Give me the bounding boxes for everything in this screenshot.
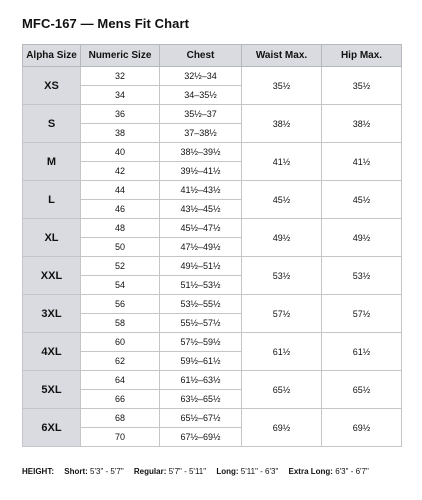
- hip-max-cell: 45½: [322, 181, 402, 219]
- alpha-size-cell: 5XL: [23, 371, 81, 409]
- header-chest: Chest: [160, 45, 242, 67]
- numeric-size-cell: 34: [81, 86, 160, 105]
- table-row: [23, 333, 402, 352]
- alpha-size-cell: 4XL: [23, 333, 81, 371]
- numeric-size-cell: 46: [81, 200, 160, 219]
- alpha-size-cell: 3XL: [23, 295, 81, 333]
- numeric-size-cell: 42: [81, 162, 160, 181]
- chest-cell: 55½–57½: [160, 314, 242, 333]
- numeric-size-cell: 40: [81, 143, 160, 162]
- chest-cell: 63½–65½: [160, 390, 242, 409]
- hip-max-cell: 35½: [322, 67, 402, 105]
- chest-cell: 37–38½: [160, 124, 242, 143]
- hip-max-cell: 65½: [322, 371, 402, 409]
- table-row: [23, 181, 402, 200]
- chest-cell: 47½–49½: [160, 238, 242, 257]
- height-extra-long: Extra Long: 6'3" - 6'7": [288, 467, 369, 476]
- fit-chart-table: [22, 44, 402, 447]
- chest-cell: 35½–37: [160, 105, 242, 124]
- table-body: [23, 67, 402, 447]
- alpha-size-cell: XXL: [23, 257, 81, 295]
- table-row: [23, 67, 402, 86]
- numeric-size-cell: 66: [81, 390, 160, 409]
- alpha-size-cell: L: [23, 181, 81, 219]
- numeric-size-cell: 64: [81, 371, 160, 390]
- alpha-size-cell: XL: [23, 219, 81, 257]
- chest-cell: 45½–47½: [160, 219, 242, 238]
- header-numeric-size: Numeric Size: [81, 45, 160, 67]
- table-row: [23, 257, 402, 276]
- waist-max-cell: 49½: [242, 219, 322, 257]
- waist-max-cell: 45½: [242, 181, 322, 219]
- numeric-size-cell: 32: [81, 67, 160, 86]
- alpha-size-cell: XS: [23, 67, 81, 105]
- header-waist-max: Waist Max.: [242, 45, 322, 67]
- chest-cell: 32½–34: [160, 67, 242, 86]
- numeric-size-cell: 60: [81, 333, 160, 352]
- numeric-size-cell: 56: [81, 295, 160, 314]
- chest-cell: 34–35½: [160, 86, 242, 105]
- table-row: [23, 143, 402, 162]
- numeric-size-cell: 48: [81, 219, 160, 238]
- waist-max-cell: 53½: [242, 257, 322, 295]
- chest-cell: 43½–45½: [160, 200, 242, 219]
- waist-max-cell: 35½: [242, 67, 322, 105]
- numeric-size-cell: 52: [81, 257, 160, 276]
- chest-cell: 41½–43½: [160, 181, 242, 200]
- chest-cell: 39½–41½: [160, 162, 242, 181]
- numeric-size-cell: 50: [81, 238, 160, 257]
- numeric-size-cell: 62: [81, 352, 160, 371]
- table-row: [23, 409, 402, 428]
- height-long: Long: 5'11" - 6'3": [216, 467, 279, 476]
- height-short: Short: 5'3" - 5'7": [64, 467, 124, 476]
- chest-cell: 53½–55½: [160, 295, 242, 314]
- hip-max-cell: 69½: [322, 409, 402, 447]
- waist-max-cell: 61½: [242, 333, 322, 371]
- hip-max-cell: 49½: [322, 219, 402, 257]
- numeric-size-cell: 70: [81, 428, 160, 447]
- chest-cell: 38½–39½: [160, 143, 242, 162]
- table-header-row: [23, 45, 402, 67]
- table-row: [23, 105, 402, 124]
- waist-max-cell: 38½: [242, 105, 322, 143]
- table-row: [23, 295, 402, 314]
- hip-max-cell: 38½: [322, 105, 402, 143]
- chest-cell: 59½–61½: [160, 352, 242, 371]
- numeric-size-cell: 54: [81, 276, 160, 295]
- chest-cell: 61½–63½: [160, 371, 242, 390]
- table-row: [23, 371, 402, 390]
- table-row: [23, 219, 402, 238]
- height-regular: Regular: 5'7" - 5'11": [133, 467, 207, 476]
- waist-max-cell: 57½: [242, 295, 322, 333]
- hip-max-cell: 53½: [322, 257, 402, 295]
- chest-cell: 67½–69½: [160, 428, 242, 447]
- header-hip-max: Hip Max.: [322, 45, 402, 67]
- alpha-size-cell: 6XL: [23, 409, 81, 447]
- height-footer: [22, 467, 377, 476]
- alpha-size-cell: M: [23, 143, 81, 181]
- hip-max-cell: 41½: [322, 143, 402, 181]
- page-title: MFC-167 — Mens Fit Chart: [22, 16, 190, 31]
- hip-max-cell: 57½: [322, 295, 402, 333]
- numeric-size-cell: 38: [81, 124, 160, 143]
- numeric-size-cell: 58: [81, 314, 160, 333]
- waist-max-cell: 69½: [242, 409, 322, 447]
- header-alpha-size: Alpha Size: [23, 45, 81, 67]
- chest-cell: 65½–67½: [160, 409, 242, 428]
- numeric-size-cell: 68: [81, 409, 160, 428]
- numeric-size-cell: 36: [81, 105, 160, 124]
- chest-cell: 51½–53½: [160, 276, 242, 295]
- waist-max-cell: 65½: [242, 371, 322, 409]
- hip-max-cell: 61½: [322, 333, 402, 371]
- chest-cell: 57½–59½: [160, 333, 242, 352]
- height-label: HEIGHT:: [22, 467, 54, 476]
- numeric-size-cell: 44: [81, 181, 160, 200]
- chest-cell: 49½–51½: [160, 257, 242, 276]
- waist-max-cell: 41½: [242, 143, 322, 181]
- alpha-size-cell: S: [23, 105, 81, 143]
